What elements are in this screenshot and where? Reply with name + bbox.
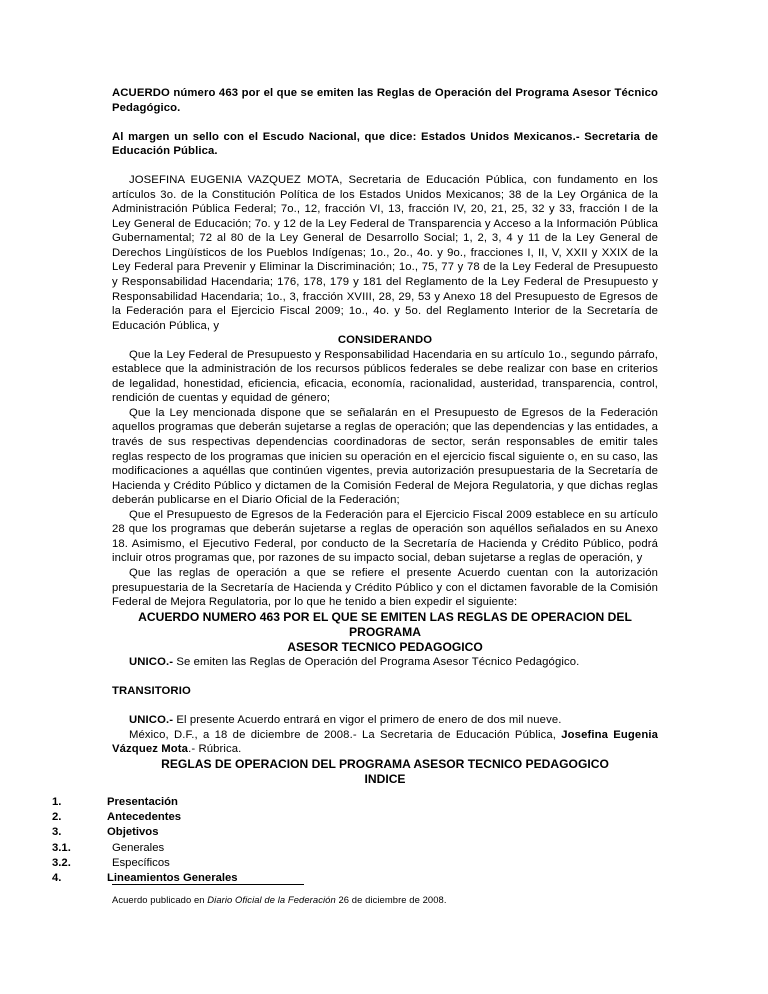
index-item-generales: [52, 841, 652, 856]
considerando-paragraph-1: Que la Ley Federal de Presupuesto y Responsabilidad Hacendaria en su artículo 1o., segundo párrafo, establece que la administración de los recursos públicos federales se debe realizar con base en criterios de legalidad, honestidad, eficiencia, eficacia, economía, racionalidad, austeridad, transparencia, control, rendición de cuentas y equidad de género;: [112, 348, 658, 405]
signature-prefix: México, D.F., a 18 de diciembre de 2008.- La Secretaria de Educación Pública,: [129, 728, 562, 741]
index-label: Específicos: [112, 856, 170, 869]
signature-suffix: .- Rúbrica.: [188, 743, 242, 756]
unico-text: Se emiten las Reglas de Operación del Programa Asesor Técnico Pedagógico.: [173, 656, 580, 669]
signature-paragraph: [112, 728, 658, 757]
transitorio-text: El presente Acuerdo entrará en vigor el primero de enero de dos mil nueve.: [173, 714, 562, 727]
index-number: 2.: [52, 811, 62, 824]
considerando-paragraph-2: Que la Ley mencionada dispone que se señalarán en el Presupuesto de Egresos de la Federación aquellos programas que deberán sujetarse a reglas de operación; que las dependencias y las entidades, a través de sus respectivas dependencias coordinadoras de sector, serán responsables de emitir tales reglas respecto de los programas que inicien su operación en el ejercicio fiscal siguiente o, en su caso, las modificaciones a aquéllas que continúen vigentes, previa autorización presupuestaria de la Secretaría de Hacienda y Crédito Público y dictamen de la Comisión Federal de Mejora Regulatoria, y que dichas reglas deberán publicarse en el Diario Oficial de la Federación;: [112, 406, 658, 507]
index-label: Generales: [112, 841, 165, 854]
acuerdo-heading-line-1: ACUERDO NUMERO 463 POR EL QUE SE EMITEN LAS REGLAS DE OPERACION DEL: [138, 609, 632, 624]
document-body: [112, 86, 658, 787]
unico-paragraph: [112, 655, 658, 670]
index-number: 1.: [52, 796, 62, 808]
index-label: Objetivos: [107, 826, 159, 839]
preamble-paragraph: JOSEFINA EUGENIA VAZQUEZ MOTA, Secretaria de Educación Pública, con fundamento en los artículos 3o. de la Constitución Política de los Estados Unidos Mexicanos; 38 de la Ley Orgánica de la Administración Pública Federal; 7o., 12, fracción VI, 13, fracción IV, 20, 21, 25, 32 y 33, fracción I de la Ley General de Educación; 7o. y 12 de la Ley Federal de Transparencia y Acceso a la Información Pública Gubernamental; 72 al 80 de la Ley General de Desarrollo Social; 1, 2, 3, 4 y 11 de la Ley General de Derechos Lingüísticos de los Pueblos Indígenas; 1o., 2o., 4o. y 9o., fracciones I, II, V, XXII y XXIX de la Ley Federal para Prevenir y Eliminar la Discriminación; 1o., 75, 77 y 78 de la Ley Federal de Presupuesto y Responsabilidad Hacendaria; 176, 178, 179 y 181 del Reglamento de la Ley Federal de Presupuesto y Responsabilidad Hacendaria; 1o., 3, fracción XVIII, 28, 29, 53 y Anexo 18 del Presupuesto de Egresos de la Federación para el Ejercicio Fiscal 2009; 1o., 4o. y 5o. del Reglamento Interior de la Secretaría de Educación Pública, y: [112, 174, 658, 332]
transitorio-label: UNICO.-: [129, 714, 174, 727]
index-item-antecedentes: [52, 810, 652, 825]
footnote-block: [112, 884, 658, 906]
indice-heading: INDICE: [364, 772, 406, 787]
index-label: Antecedentes: [107, 811, 182, 824]
acuerdo-heading-line-2: PROGRAMA: [349, 624, 421, 639]
reglas-heading: REGLAS DE OPERACION DEL PROGRAMA ASESOR TECNICO PEDAGOGICO: [161, 756, 609, 771]
reglas-heading-block: [112, 757, 658, 787]
index-label: Lineamientos Generales: [107, 872, 238, 885]
index-label: Presentación: [107, 796, 178, 808]
document-title-paragraph: ACUERDO número 463 por el que se emiten las Reglas de Operación del Programa Asesor Técnico Pedagógico.: [112, 87, 658, 114]
index-number: 3.: [52, 826, 62, 839]
footnote-publication-name: Diario Oficial de la Federación: [207, 894, 336, 905]
footnote-suffix: 26 de diciembre de 2008.: [335, 894, 447, 905]
index-list: [52, 795, 652, 886]
footnote-separator-rule: [112, 884, 304, 885]
considerando-heading: CONSIDERANDO: [337, 334, 433, 347]
seal-paragraph: Al margen un sello con el Escudo Nacional, que dice: Estados Unidos Mexicanos.- Secretaria de Educación Pública.: [112, 130, 658, 158]
considerando-paragraph-3: Que el Presupuesto de Egresos de la Federación para el Ejercicio Fiscal 2009 establece en su artículo 28 que los programas que deberán sujetarse a reglas de operación son aquéllos señalados en su Anexo 18. Asimismo, el Ejecutivo Federal, por conducto de la Secretaría de Hacienda y Crédito Público, podrá incluir otros programas que, por razones de su impacto social, deban sujetarse a reglas de operación, y: [112, 508, 658, 565]
signature-name: Josefina Eugenia Vázquez Mota: [112, 728, 658, 756]
acuerdo-heading-line-3: ASESOR TECNICO PEDAGOGICO: [287, 640, 483, 654]
unico-label: UNICO.-: [129, 656, 174, 669]
index-number: 3.2.: [52, 856, 71, 869]
index-item-objetivos: [52, 825, 652, 840]
transitorio-heading: TRANSITORIO: [112, 685, 191, 698]
index-item-especificos: [52, 856, 652, 871]
footnote-prefix: Acuerdo publicado en: [112, 894, 208, 905]
footnote-text: [112, 894, 658, 906]
acuerdo-heading: [112, 610, 658, 656]
index-number: 4.: [52, 872, 62, 885]
index-number: 3.1.: [52, 841, 71, 854]
index-item-presentacion: [52, 795, 652, 810]
considerando-paragraph-4: Que las reglas de operación a que se refiere el presente Acuerdo cuentan con la autorización presupuestaria de la Secretaría de Hacienda y Crédito Público y con el dictamen favorable de la Comisión Federal de Mejora Regulatoria, por lo que he tenido a bien expedir el siguiente:: [112, 566, 658, 609]
transitorio-paragraph: [112, 713, 658, 728]
